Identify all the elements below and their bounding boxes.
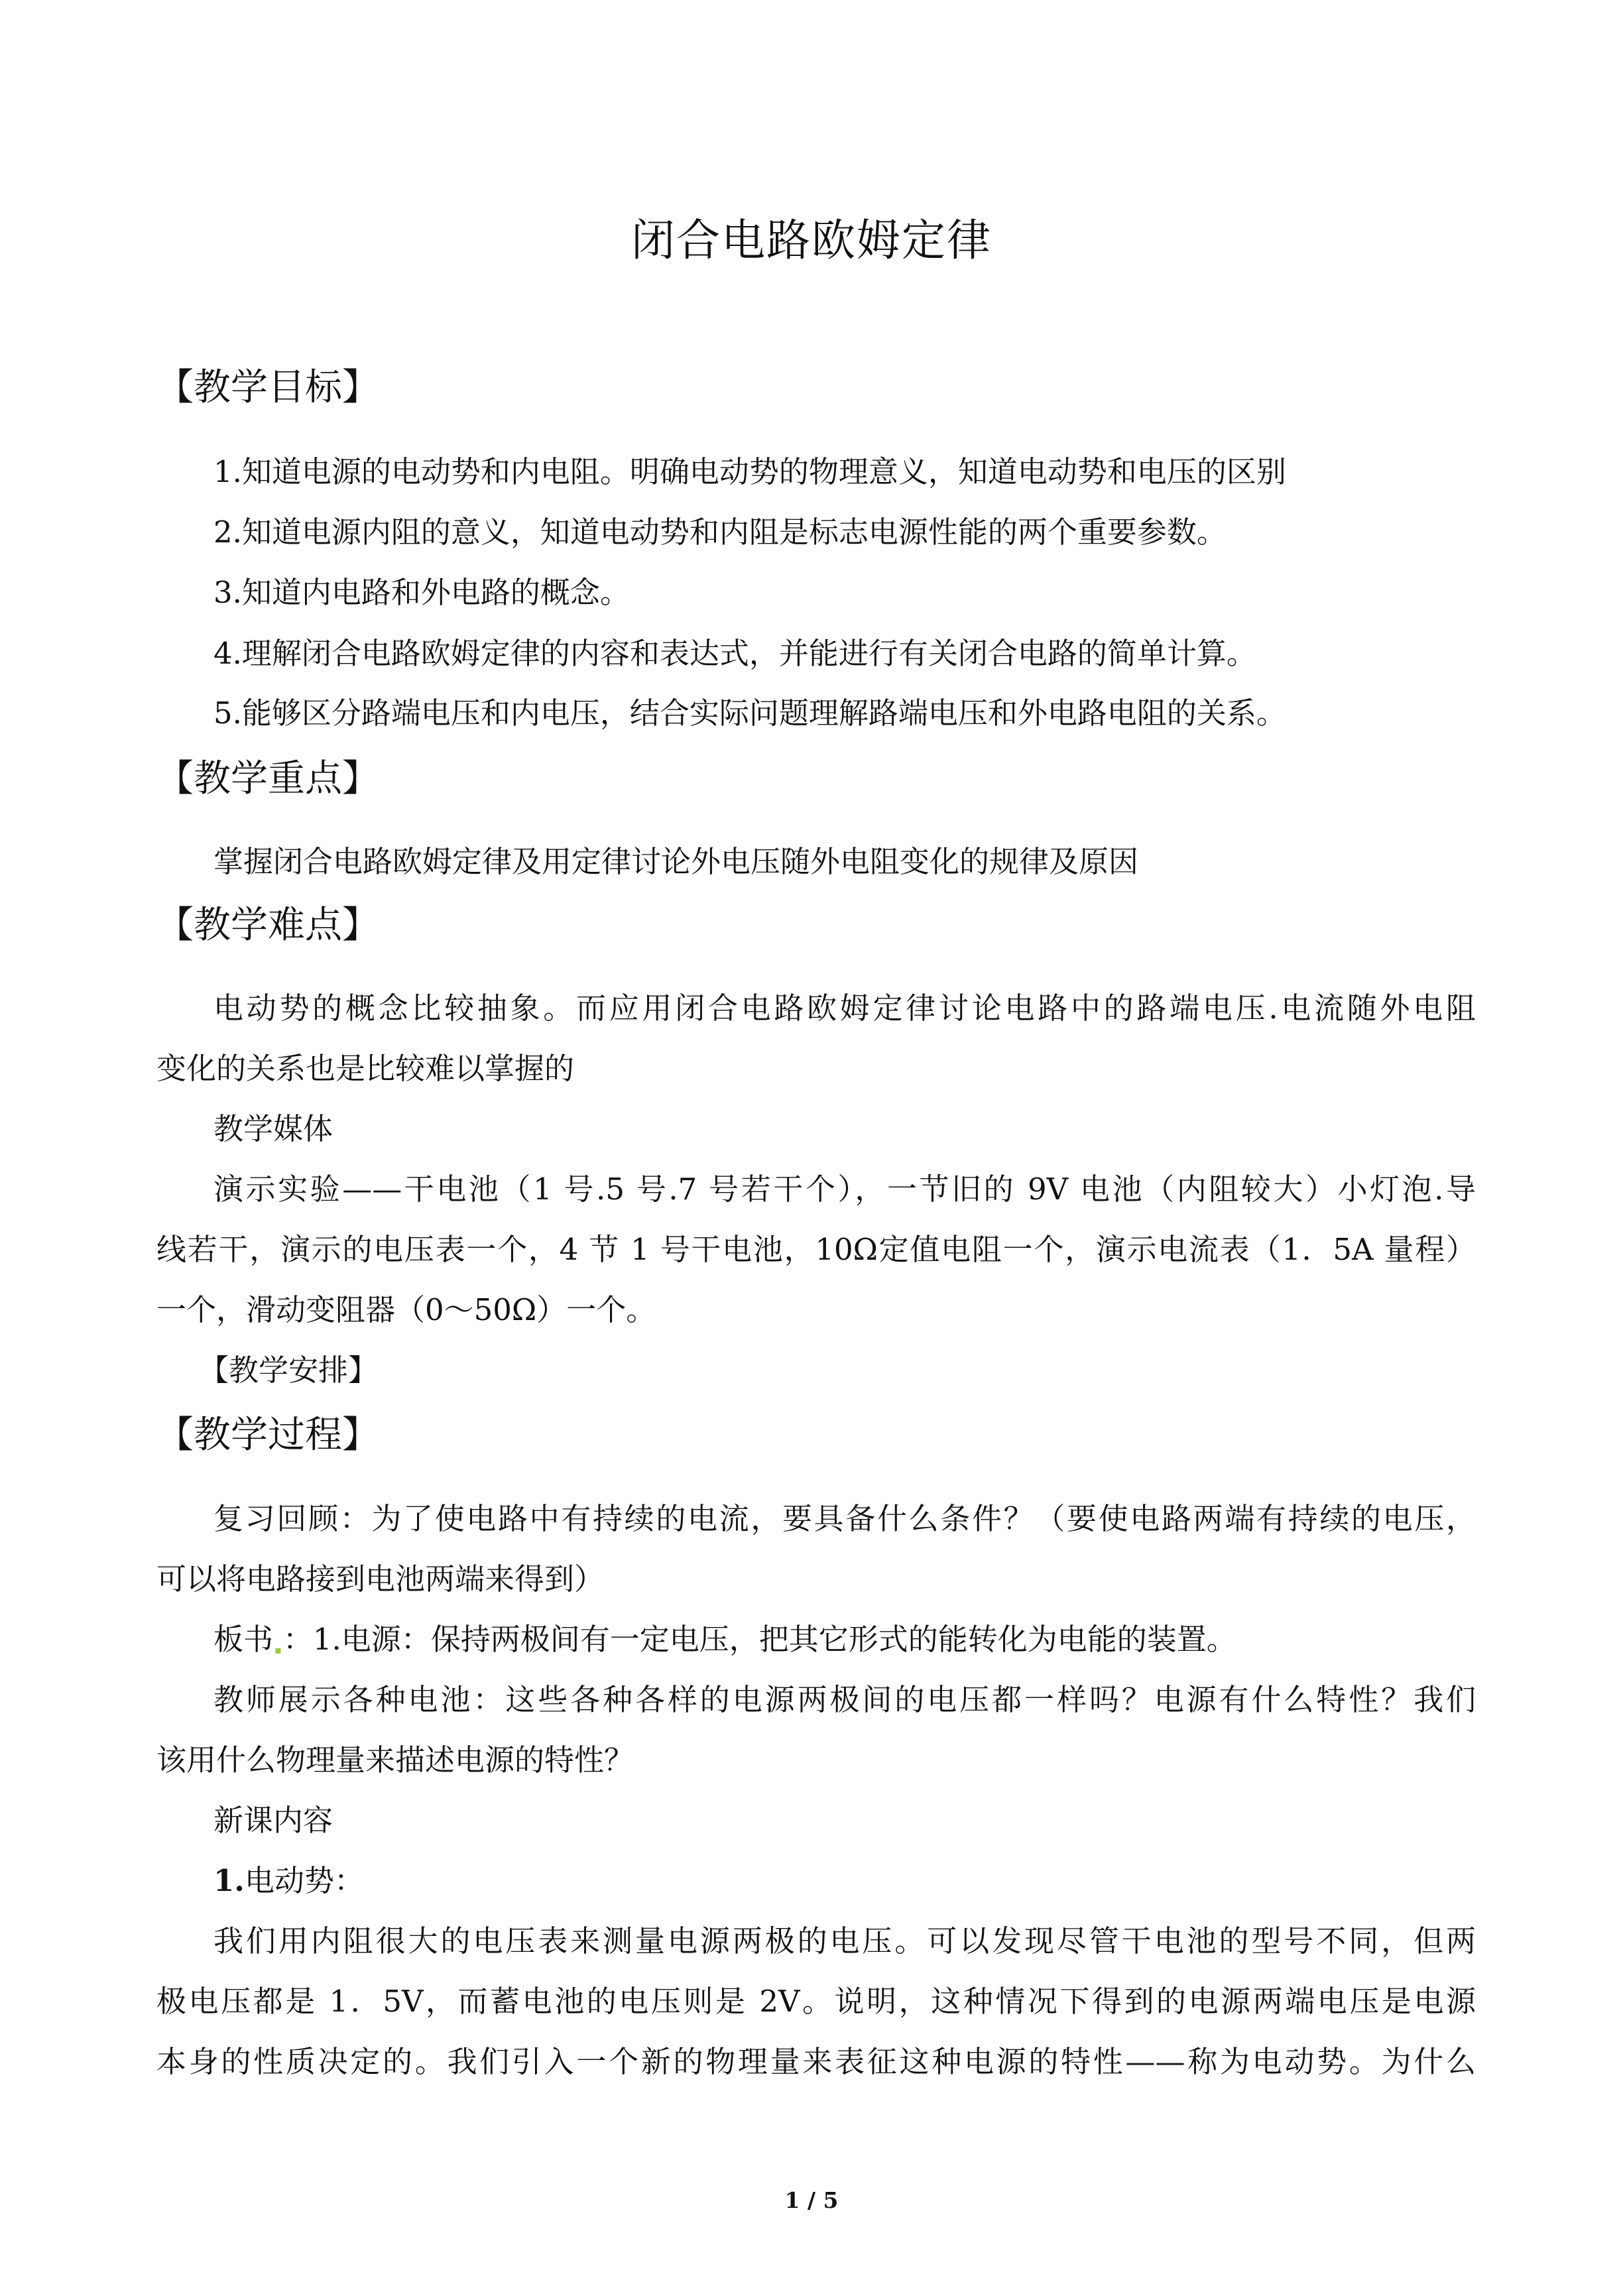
emf-number: 1. <box>213 1863 245 1898</box>
emf-line: 本身的性质决定的。我们引入一个新的物理量来表征这种电源的特性——称为电动势。为什么 <box>156 2044 1476 2079</box>
page-number: 1 / 5 <box>784 2187 839 2213</box>
emf-heading <box>213 1861 1476 1901</box>
emf-line: 我们用内阻很大的电压表来测量电源两极的电压。可以发现尽管干电池的型号不同，但两 <box>213 1923 1476 1959</box>
document-title: 闭合电路欧姆定律 <box>631 215 992 266</box>
objectives-heading: 【教学目标】 <box>156 366 379 409</box>
new-content-label: 新课内容 <box>213 1803 333 1838</box>
annotation-mark-icon: ▪ <box>274 1644 282 1656</box>
difficulties-line: 变化的关系也是比较难以掌握的 <box>156 1051 575 1086</box>
arrangement-heading: 【教学安排】 <box>199 1353 379 1388</box>
objective-item: 4.理解闭合电路欧姆定律的内容和表达式，并能进行有关闭合电路的简单计算。 <box>213 636 1256 671</box>
board-line <box>213 1620 1476 1670</box>
emf-title: 电动势： <box>244 1863 364 1898</box>
media-line: 线若干，演示的电压表一个，4 节 1 号干电池，10Ω定值电阻一个，演示电流表（1．5A 量程） <box>156 1232 1476 1267</box>
key-points-text: 掌握闭合电路欧姆定律及用定律讨论外电压随外电阻变化的规律及原因 <box>213 844 1139 879</box>
emf-line: 极电压都是 1．5V，而蓄电池的电压则是 2V。说明，这种情况下得到的电源两端电压是电源 <box>156 1984 1476 2019</box>
objective-item: 5.能够区分路端电压和内电压，结合实际问题理解路端电压和外电路电阻的关系。 <box>213 695 1286 731</box>
key-points-heading: 【教学重点】 <box>156 757 379 800</box>
process-heading: 【教学过程】 <box>156 1414 379 1457</box>
objective-item: 3.知道内电路和外电路的概念。 <box>213 575 630 610</box>
review-line: 复习回顾：为了使电路中有持续的电流，要具备什么条件？（要使电路两端有持续的电压， <box>213 1501 1476 1536</box>
review-line: 可以将电路接到电池两端来得到） <box>156 1561 605 1597</box>
board-text: ：1.电源：保持两极间有一定电压，把其它形式的能转化为电能的装置。 <box>282 1622 1236 1657</box>
teacher-line: 教师展示各种电池：这些各种各样的电源两极间的电压都一样吗？电源有什么特性？我们 <box>213 1682 1476 1717</box>
objective-item: 2.知道电源内阻的意义，知道电动势和内阻是标志电源性能的两个重要参数。 <box>213 514 1227 550</box>
media-line: 演示实验——干电池（1 号.5 号.7 号若干个），一节旧的 9V 电池（内阻较大）小灯泡.导 <box>213 1172 1476 1207</box>
board-label: 板书 <box>213 1622 274 1657</box>
objective-item: 1.知道电源的电动势和内电阻。明确电动势的物理意义，知道电动势和电压的区别 <box>213 454 1286 489</box>
difficulties-heading: 【教学难点】 <box>156 904 379 947</box>
difficulties-line: 电动势的概念比较抽象。而应用闭合电路欧姆定律讨论电路中的路端电压.电流随外电阻 <box>213 991 1476 1026</box>
media-line: 一个，滑动变阻器（0～50Ω）一个。 <box>156 1292 656 1327</box>
media-label: 教学媒体 <box>213 1111 333 1146</box>
teacher-line: 该用什么物理量来描述电源的特性？ <box>156 1742 634 1778</box>
